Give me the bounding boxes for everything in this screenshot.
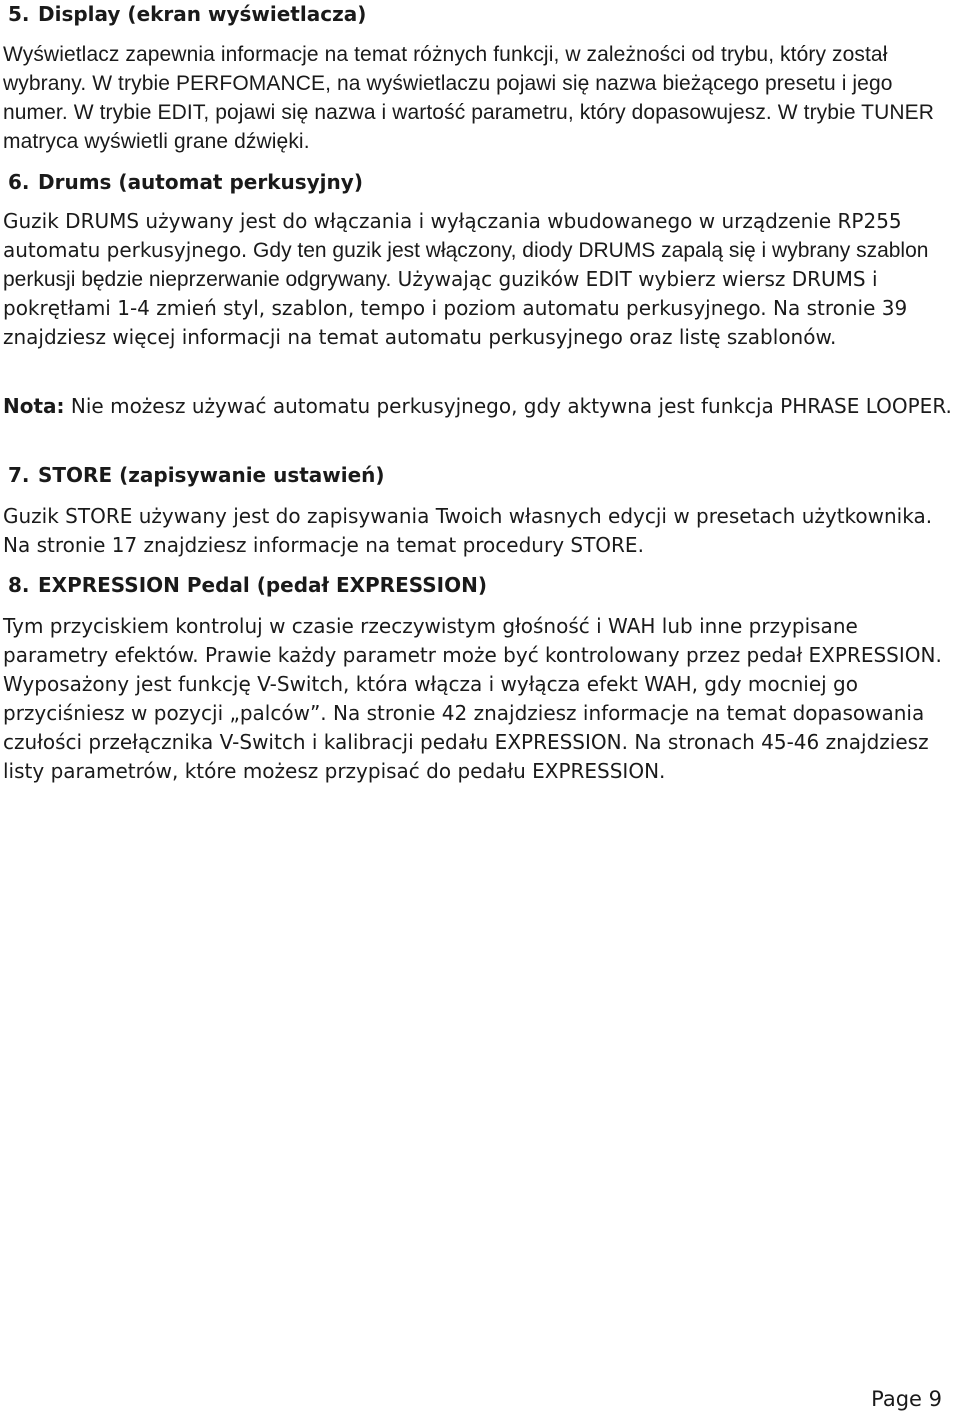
section-5-number: 5. — [8, 2, 30, 26]
section-8-heading — [8, 571, 487, 600]
section-6-body-part1: Guzik DRUMS używany jest do włączania i wyłączania wbudowanego w urządzenie RP255 automatu perkusyjnego. — [3, 209, 902, 262]
section-6-body-part2: Gdy ten guzik jest włączony, diody DRUMS zapalą się i wybrany szablon perkusji będzie nieprzerwanie odgrywany. — [3, 239, 929, 291]
section-5-title: Display — [38, 2, 121, 26]
section-7-title: STORE — [38, 463, 113, 487]
section-7-body: Guzik STORE używany jest do zapisywania Twoich własnych edycji w presetach użytkownika. Na stronie 17 znajdziesz informacje na temat procedury STORE. — [3, 504, 933, 557]
section-6-note — [3, 392, 953, 421]
section-8-subtitle: (pedał EXPRESSION) — [256, 573, 487, 597]
note-label: Nota: — [3, 394, 65, 418]
section-7-heading — [8, 461, 385, 490]
section-8-body: Tym przyciskiem kontroluj w czasie rzeczywistym głośność i WAH lub inne przypisane parametry efektów. Prawie każdy parametr może być kontrolowany przez pedał EXPRESSION. Wyposażony jest funkcję V-Switch, która włącza i wyłącza efekt WAH, gdy mocniej go przyciśniesz w pozycji „palców”. Na stronie 42 znajdziesz informacje na temat dopasowania czułości przełącznika V-Switch i kalibracji pedału EXPRESSION. Na stronach 45-46 znajdziesz listy parametrów, które możesz przypisać do pedału EXPRESSION. — [3, 614, 942, 783]
section-6-body — [3, 207, 953, 352]
section-7-subtitle: (zapisywanie ustawień) — [119, 463, 385, 487]
page-number: Page 9 — [871, 1387, 942, 1411]
section-5-heading — [8, 0, 366, 29]
section-8-title: EXPRESSION Pedal — [38, 573, 250, 597]
section-6-body-part4: Na stronie 39 znajdziesz więcej informacji na temat automatu perkusyjnego oraz listę szablonów. — [3, 296, 908, 349]
section-6-subtitle: (automat perkusyjny) — [118, 170, 363, 194]
note-text: Nie możesz używać automatu perkusyjnego, gdy aktywna jest funkcja PHRASE LOOPER. — [64, 394, 952, 418]
section-6-number: 6. — [8, 170, 30, 194]
section-7-number: 7. — [8, 463, 30, 487]
section-6-title: Drums — [38, 170, 112, 194]
section-5-subtitle: (ekran wyświetlacza) — [127, 2, 367, 26]
section-6-body-part3: Używając guzików EDIT wybierz wiersz DRUMS i pokrętłami 1-4 zmień styl, szablon, tempo i poziom automatu perkusyjnego. — [3, 267, 878, 320]
section-6-heading — [8, 168, 363, 197]
section-5-body: Wyświetlacz zapewnia informacje na temat różnych funkcji, w zależności od trybu, który został wybrany. W trybie PERFOMANCE, na wyświetlaczu pojawi się nazwa bieżącego presetu i jego numer. W trybie EDIT, pojawi się nazwa i wartość parametru, który dopasowujesz. W trybie TUNER matryca wyświetli grane dźwięki. — [3, 43, 934, 153]
section-8-number: 8. — [8, 573, 30, 597]
